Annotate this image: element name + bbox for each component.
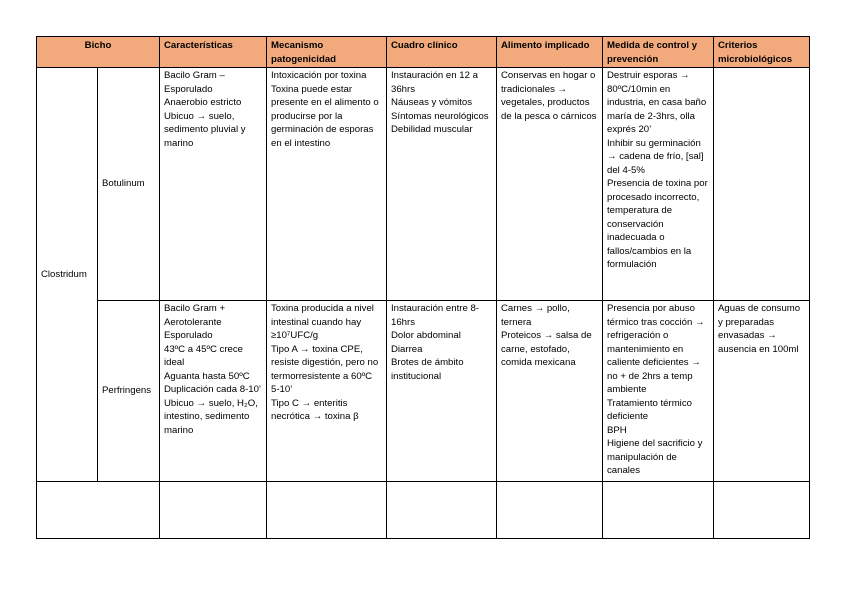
species-cell: Botulinum bbox=[98, 68, 160, 301]
table-row-empty bbox=[37, 482, 810, 539]
cuadro-cell: Instauración entre 8-16hrs Dolor abdominal Diarrea Brotes de ámbito institucional bbox=[387, 301, 497, 482]
table-row-perfringens bbox=[37, 301, 810, 482]
alimento-cell: Carnes → pollo, ternera Proteicos → salsa de carne, estofado, comida mexicana bbox=[497, 301, 603, 482]
caracteristicas-cell: Bacilo Gram – Esporulado Anaerobio estricto Ubicuo → suelo, sedimento pluvial y marino bbox=[160, 68, 267, 301]
header-medida: Medida de control y prevención bbox=[603, 37, 714, 68]
mecanismo-cell: Intoxicación por toxina Toxina puede estar presente en el alimento o producirse por la germinación de esporas en el intestino bbox=[267, 68, 387, 301]
header-row bbox=[37, 37, 810, 68]
criterios-cell: Aguas de consumo y preparadas envasadas → ausencia en 100ml bbox=[714, 301, 810, 482]
header-alimento: Alimento implicado bbox=[497, 37, 603, 68]
header-bicho: Bicho bbox=[37, 37, 160, 68]
header-cuadro-clinico: Cuadro clínico bbox=[387, 37, 497, 68]
caracteristicas-cell: Bacilo Gram + Aerotolerante Esporulado 43ºC a 45ºC crece ideal Aguanta hasta 50ºC Duplicación cada 8-10’ Ubicuo → suelo, H₂O, intestino, sedimento marino bbox=[160, 301, 267, 482]
empty-cell bbox=[497, 482, 603, 539]
mecanismo-cell: Toxina producida a nivel intestinal cuando hay ≥10⁷UFC/g Tipo A → toxina CPE, resiste digestión, pero no termorresistente a 60ºC 5-10’ Tipo C → enteritis necrótica → toxina β bbox=[267, 301, 387, 482]
empty-cell bbox=[603, 482, 714, 539]
medida-cell: Presencia por abuso térmico tras cocción → refrigeración o mantenimiento en caliente deficientes → no + de 2hrs a temp ambiente Tratamiento térmico deficiente BPH Higiene del sacrificio y manipulación de canales bbox=[603, 301, 714, 482]
empty-cell bbox=[160, 482, 267, 539]
table-row-botulinum bbox=[37, 68, 810, 301]
criterios-cell bbox=[714, 68, 810, 301]
medida-cell: Destruir esporas → 80ºC/10min en industria, en casa baño maría de 2-3hrs, olla exprés 20’ Inhibir su germinación → cadena de frío, [sal] del 4-5% Presencia de toxina por procesado incorrecto, temperatura de conservación inadecuada o fallos/cambios en la formulación bbox=[603, 68, 714, 301]
empty-cell bbox=[387, 482, 497, 539]
header-mecanismo: Mecanismo patogenicidad bbox=[267, 37, 387, 68]
empty-cell bbox=[37, 482, 160, 539]
cuadro-cell: Instauración en 12 a 36hrs Náuseas y vómitos Síntomas neurológicos Debilidad muscular bbox=[387, 68, 497, 301]
alimento-cell: Conservas en hogar o tradicionales → vegetales, productos de la pesca o cárnicos bbox=[497, 68, 603, 301]
genus-cell: Clostridum bbox=[37, 68, 98, 482]
empty-cell bbox=[267, 482, 387, 539]
empty-cell bbox=[714, 482, 810, 539]
species-cell: Perfringens bbox=[98, 301, 160, 482]
header-caracteristicas: Características bbox=[160, 37, 267, 68]
header-criterios: Criterios microbiológicos bbox=[714, 37, 810, 68]
clostridium-table bbox=[36, 36, 810, 539]
